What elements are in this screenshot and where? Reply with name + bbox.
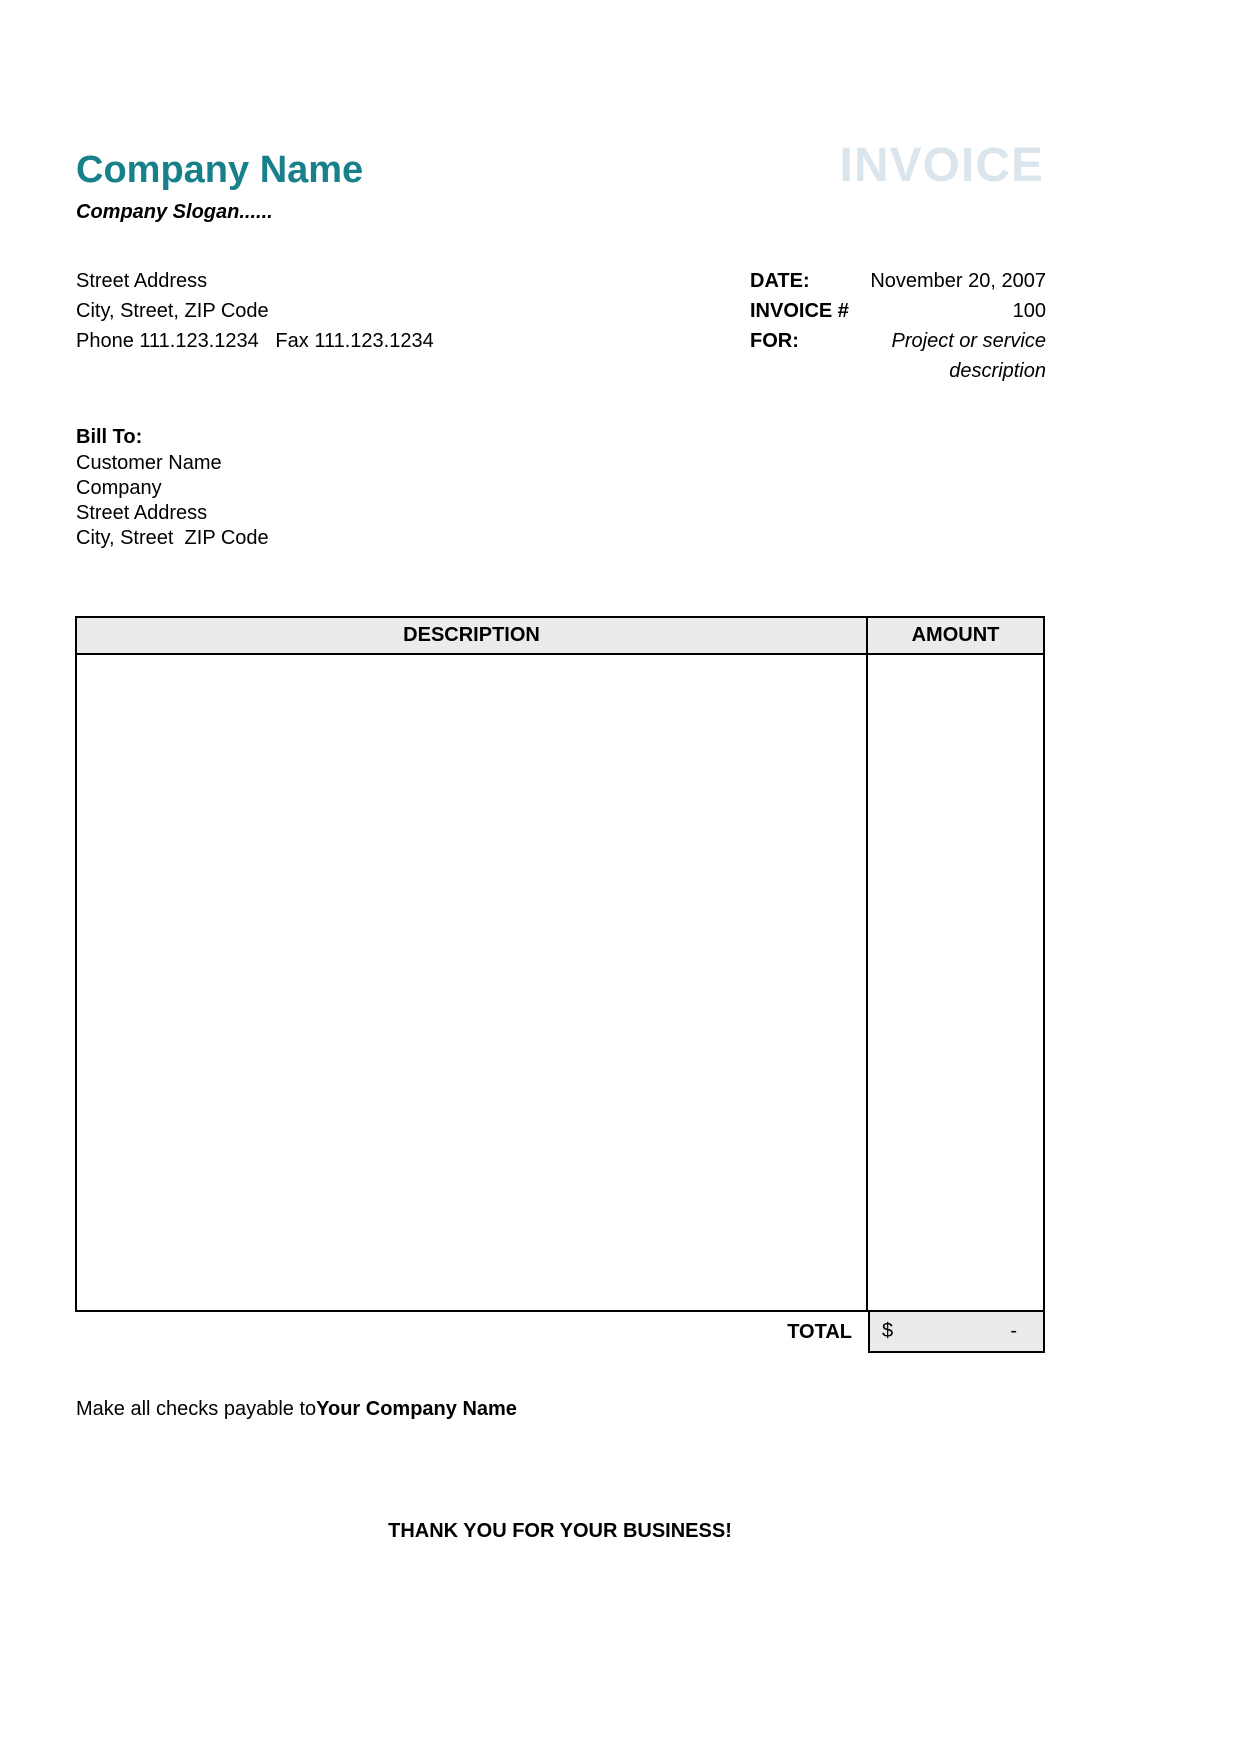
amount-column-header: AMOUNT <box>911 624 1000 646</box>
address-line: City, Street, ZIP Code <box>76 300 269 322</box>
invoice-meta-block <box>750 266 1046 386</box>
for-value-line1: Project or service <box>891 330 1046 352</box>
bill-to-block <box>76 423 269 551</box>
checks-payee: Your Company Name <box>316 1398 517 1420</box>
company-name: Company Name <box>76 149 364 191</box>
total-amount-cell <box>868 1312 1045 1353</box>
address-line: Phone 111.123.1234 Fax 111.123.1234 <box>76 330 434 352</box>
bill-to-line: Company <box>76 477 162 499</box>
invoice-number-value: 100 <box>1012 300 1046 322</box>
invoice-title: INVOICE <box>839 139 1044 192</box>
total-value: - <box>1010 1320 1017 1342</box>
date-value: November 20, 2007 <box>870 270 1046 292</box>
bill-to-label: Bill To: <box>76 426 143 448</box>
bill-to-line: Customer Name <box>76 452 222 474</box>
line-items-table <box>75 616 1045 1353</box>
for-label: FOR: <box>750 330 799 352</box>
table-header-row <box>75 616 1045 655</box>
total-label: TOTAL <box>787 1321 852 1343</box>
meta-row-for <box>750 326 1046 356</box>
checks-payable-note <box>76 1398 517 1421</box>
date-label: DATE: <box>750 270 810 292</box>
for-value-line2: description <box>949 360 1046 382</box>
bill-to-line: City, Street ZIP Code <box>76 527 269 549</box>
description-column-header: DESCRIPTION <box>77 618 868 653</box>
bill-to-line: Street Address <box>76 502 208 524</box>
thank-you-message: THANK YOU FOR YOUR BUSINESS! <box>388 1520 732 1542</box>
meta-row-date <box>750 266 1046 296</box>
company-address-block <box>76 266 434 356</box>
address-line: Street Address <box>76 270 208 292</box>
invoice-number-label: INVOICE # <box>750 300 849 322</box>
amount-cell <box>868 655 1043 1310</box>
meta-row-invoice-number <box>750 296 1046 326</box>
company-header <box>76 148 363 224</box>
company-slogan: Company Slogan...... <box>76 201 273 223</box>
description-cell <box>77 655 868 1310</box>
checks-note-prefix: Make all checks payable to <box>76 1398 317 1420</box>
currency-symbol: $ <box>882 1320 894 1342</box>
total-row <box>75 1312 1045 1353</box>
meta-row-for-continued <box>750 356 1046 386</box>
table-body-row <box>75 655 1045 1312</box>
